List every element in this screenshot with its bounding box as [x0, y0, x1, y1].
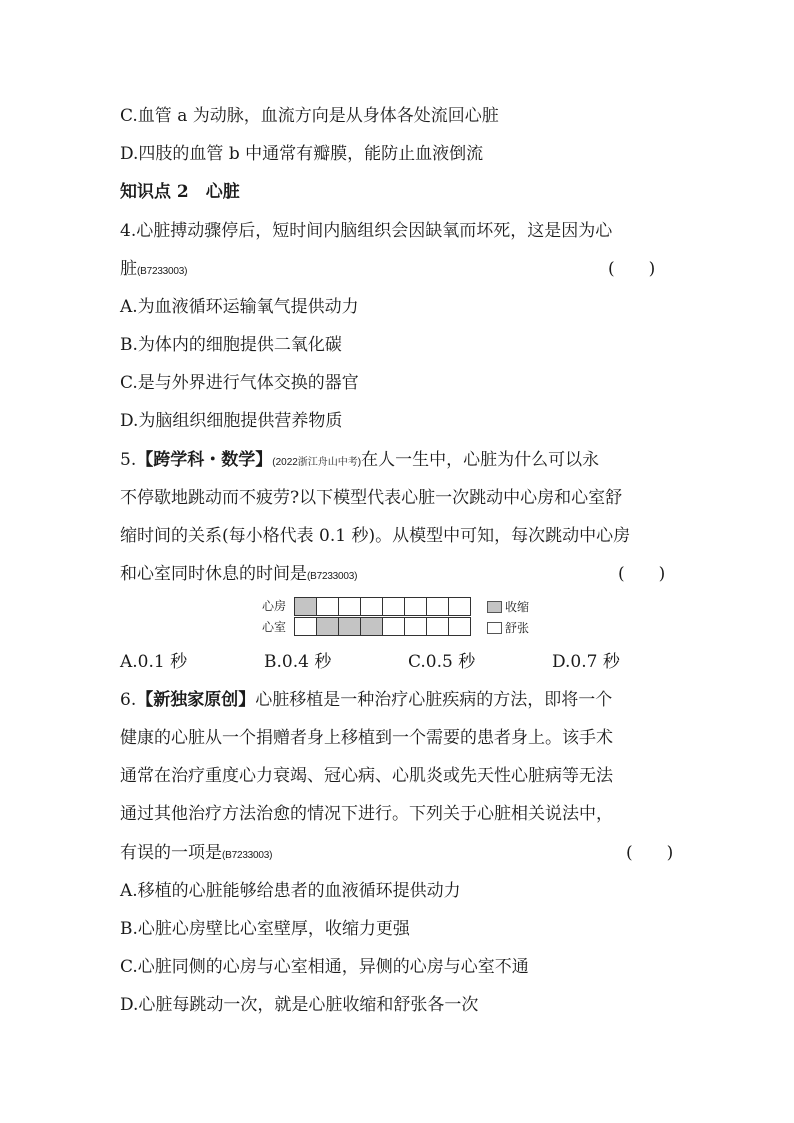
q6-stem-rest: 心脏移植是一种治疗心脏疾病的方法，即将一个	[255, 690, 613, 710]
ventricle-cell	[317, 618, 339, 636]
q5-tag: 【跨学科・数学】	[136, 450, 273, 470]
q5-source: (2022浙江舟山中考)	[272, 457, 362, 468]
q6-stem-line4: 通过其他治疗方法治愈的情况下进行。下列关于心脏相关说法中，	[120, 804, 613, 824]
legend-relax-label: 舒张	[505, 621, 530, 635]
legend-relax	[487, 619, 529, 636]
atrium-row	[294, 597, 471, 616]
q5-option-d: D.0.7 秒	[552, 652, 620, 672]
q6-stem-line1	[120, 688, 612, 712]
atrium-cell	[339, 598, 361, 616]
q5-answer-bracket: ( )	[618, 564, 666, 584]
atrium-label: 心房	[262, 599, 287, 613]
q4-option-d: D.为脑组织细胞提供营养物质	[120, 411, 343, 431]
q4-option-c: C.是与外界进行气体交换的器官	[120, 373, 359, 393]
ventricle-cell	[383, 618, 405, 636]
legend-relax-swatch	[487, 622, 502, 634]
q5-stem-line1	[120, 448, 599, 475]
q6-option-d: D.心脏每跳动一次，就是心脏收缩和舒张各一次	[120, 995, 479, 1015]
legend-contract-label: 收缩	[505, 600, 530, 614]
q4-stem-line1: 4.心脏搏动骤停后，短时间内脑组织会因缺氧而坏死，这是因为心	[120, 221, 613, 241]
q5-option-b: B.0.4 秒	[264, 652, 332, 672]
q3-option-c: C.血管 a 为动脉，血流方向是从身体各处流回心脏	[120, 106, 499, 126]
q6-code: (B7233003)	[222, 850, 273, 861]
q6-number: 6.	[120, 690, 137, 710]
ventricle-cell	[339, 618, 361, 636]
heart-timing-diagram	[262, 596, 552, 638]
q6-stem-line5	[120, 841, 272, 868]
atrium-cell	[449, 598, 471, 616]
q4-option-a: A.为血液循环运输氧气提供动力	[120, 297, 359, 317]
q6-tag: 【新独家原创】	[136, 690, 256, 710]
ventricle-label: 心室	[262, 620, 287, 634]
q5-stem-line4	[120, 562, 357, 589]
q5-option-a: A.0.1 秒	[120, 652, 188, 672]
q4-stem-text: 脏	[120, 259, 137, 279]
q5-stem-rest: 在人一生中，心脏为什么可以永	[361, 450, 600, 470]
atrium-cell	[427, 598, 449, 616]
legend-contract	[487, 598, 529, 615]
atrium-cell	[383, 598, 405, 616]
ventricle-cell	[295, 618, 317, 636]
q5-stem-text: 和心室同时休息的时间是	[120, 564, 307, 584]
q6-option-a: A.移植的心脏能够给患者的血液循环提供动力	[120, 881, 461, 901]
q6-stem-line3: 通常在治疗重度心力衰竭、冠心病、心肌炎或先天性心脏病等无法	[120, 766, 613, 786]
q4-option-b: B.为体内的细胞提供二氧化碳	[120, 335, 342, 355]
q5-stem-line3: 缩时间的关系(每小格代表 0.1 秒)。从模型中可知，每次跳动中心房	[120, 526, 631, 546]
ventricle-cell	[361, 618, 383, 636]
q6-option-b: B.心脏心房壁比心室壁厚，收缩力更强	[120, 919, 410, 939]
q5-stem-line2: 不停歇地跳动而不疲劳?以下模型代表心脏一次跳动中心房和心室舒	[120, 488, 623, 508]
q5-number: 5.	[120, 450, 137, 470]
q5-code: (B7233003)	[307, 571, 358, 582]
q4-answer-bracket: ( )	[608, 259, 656, 279]
ventricle-cell	[449, 618, 471, 636]
atrium-cell	[405, 598, 427, 616]
q6-stem-line2: 健康的心脏从一个捐赠者身上移植到一个需要的患者身上。该手术	[120, 728, 613, 748]
q4-code: (B7233003)	[137, 266, 188, 277]
q5-option-c: C.0.5 秒	[408, 652, 476, 672]
ventricle-row	[294, 617, 471, 636]
ventricle-cell	[405, 618, 427, 636]
atrium-cell	[317, 598, 339, 616]
ventricle-cell	[427, 618, 449, 636]
section-title: 知识点 2 心脏	[120, 182, 240, 202]
atrium-cell	[361, 598, 383, 616]
q6-stem-text: 有误的一项是	[120, 843, 222, 863]
q3-option-d: D.四肢的血管 b 中通常有瓣膜，能防止血液倒流	[120, 144, 484, 164]
q6-answer-bracket: ( )	[626, 843, 674, 863]
atrium-cell	[295, 598, 317, 616]
q4-stem-line2	[120, 257, 187, 284]
q6-option-c: C.心脏同侧的心房与心室相通，异侧的心房与心室不通	[120, 957, 529, 977]
legend-contract-swatch	[487, 601, 502, 613]
